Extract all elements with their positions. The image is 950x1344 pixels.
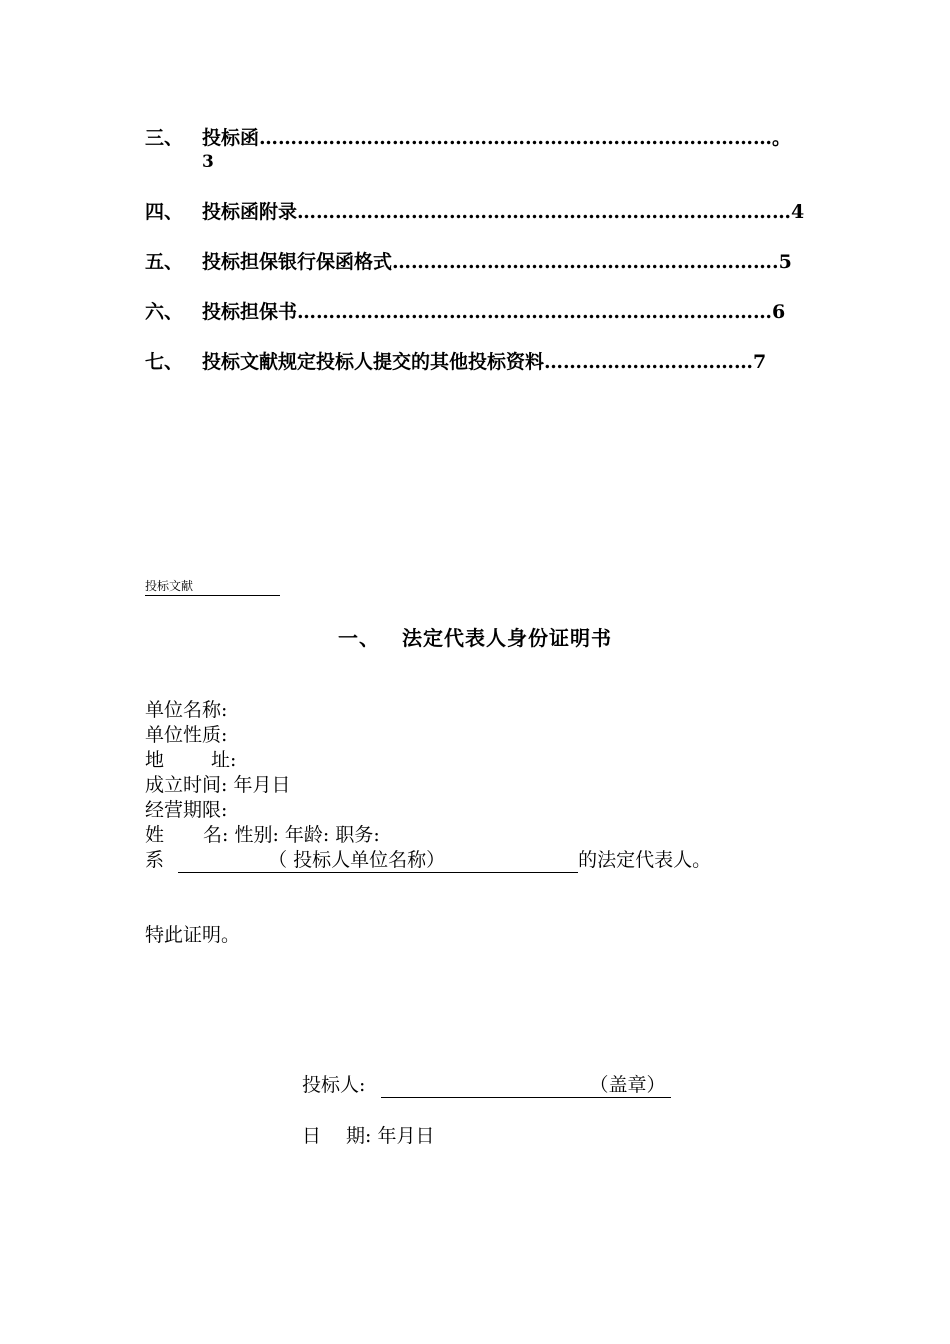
- relation-field: 系 （ 投标人单位名称） 的法定代表人。: [145, 849, 712, 871]
- toc-number: 六、: [145, 301, 184, 323]
- toc-number: 三、: [145, 127, 184, 149]
- person-field: 姓 名: 性别: 年龄: 职务:: [145, 824, 380, 846]
- bidder-unit-blank[interactable]: （ 投标人单位名称）: [178, 848, 578, 873]
- toc-entry-4[interactable]: [145, 200, 804, 224]
- bidder-seal-blank[interactable]: [381, 1070, 671, 1098]
- toc-entry-7[interactable]: [145, 350, 766, 374]
- toc-page-number: 6: [772, 301, 786, 323]
- seal-label: （盖章）: [589, 1074, 666, 1096]
- toc-number: 七、: [145, 351, 184, 373]
- toc-text: 投标函………………………………………………………………………。: [202, 127, 792, 149]
- page-header: 投标文献: [145, 577, 280, 596]
- toc-entry-5[interactable]: [145, 250, 792, 274]
- term-field: 经营期限:: [145, 799, 228, 821]
- title-text: 法定代表人身份证明书: [402, 626, 612, 650]
- toc-text: 投标文献规定投标人提交的其他投标资料……………………………: [202, 351, 754, 373]
- toc-page-number: 4: [791, 201, 805, 223]
- title-number: 一、: [338, 626, 380, 650]
- toc-entry-6[interactable]: [145, 300, 785, 324]
- toc-page-number: 7: [753, 351, 767, 373]
- address-field: 地 址:: [145, 749, 237, 771]
- founded-field: 成立时间: 年月日: [145, 774, 291, 796]
- toc-text: 投标担保书…………………………………………………………………: [202, 301, 773, 323]
- toc-number: 五、: [145, 251, 184, 273]
- toc-page-number: 5: [778, 251, 792, 273]
- certify-text: 特此证明。: [145, 924, 241, 946]
- page-title: [0, 622, 950, 651]
- toc-text: 投标担保银行保函格式…………………………………………………….: [202, 251, 779, 273]
- bidder-signature-line: [302, 1070, 671, 1098]
- toc-number: 四、: [145, 201, 184, 223]
- toc-text: 投标函附录……………………………………………………………………: [202, 201, 792, 223]
- toc-entry-3[interactable]: [145, 126, 791, 150]
- unit-name-field: 单位名称:: [145, 699, 228, 721]
- date-line: 日 期: 年月日: [302, 1125, 435, 1147]
- toc-page-number: 3: [202, 152, 214, 172]
- unit-nature-field: 单位性质:: [145, 724, 228, 746]
- bidder-label: 投标人:: [302, 1074, 366, 1096]
